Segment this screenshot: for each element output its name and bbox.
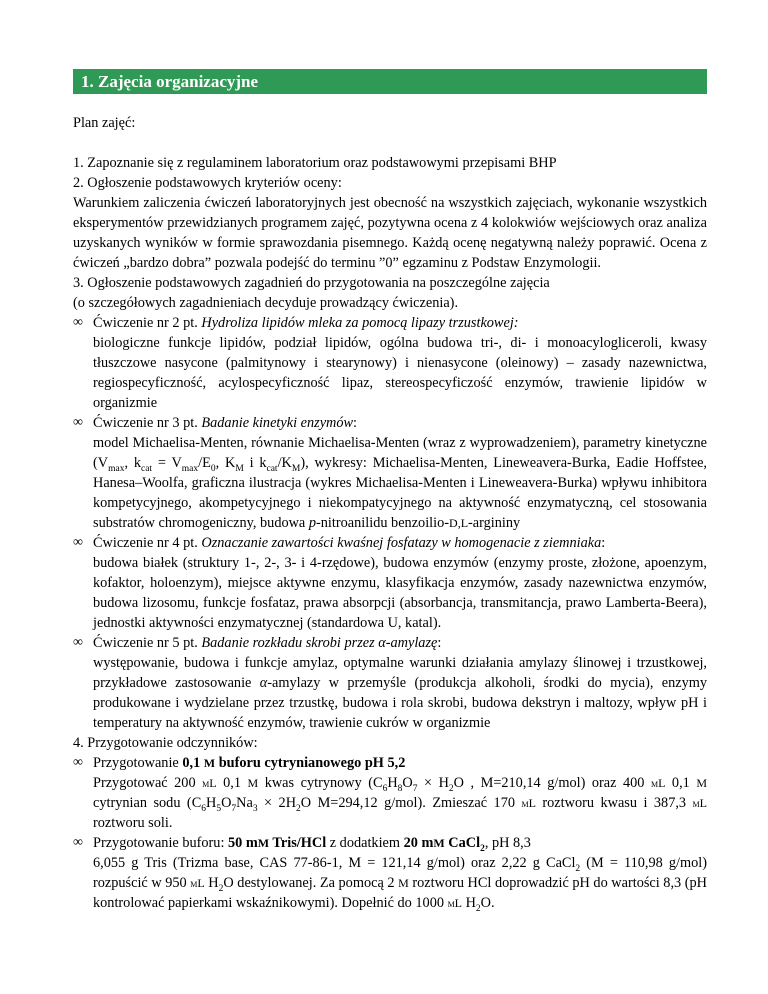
exercise-3: ∞ Ćwiczenie nr 3 pt. Badanie kinetyki enzymów: model Michaelisa-Menten, równanie Michaelisa-Menten (wraz z wyprowadzeniem), parametry kinetyczne ($V_{max}$, $k_{cat} = V_{max}/E_0$, $K_M$ i $k_{cat}/K_M$), wykresy: Michaelisa-Menten, Lineweavera-Burka, Eadie Hoffstee, Hanesa–Woolfa, graficzna ilustracja (wykres Michaelisa-Menten i Lineweavera-Burka) wpływu inhibitora kompetycyjnego, akompetycyjnego i niekompatycyjnego na aktywność enzymatyczną, cel stosowania substratów chromogeniczny, budowa p-nitroanilidu benzoilio-D,L-argininy [73, 415, 707, 531]
reagent-2-instructions: 6,055 g Tris (Trizma base, CAS 77-86-1, M = 121,14 g/mol) oraz 2,22 g CaCl$_2$ (M = 110,98 g/mol) rozpuścić w 950 mL $H_2O$ destylowanej. Za pomocą 2 M roztworu HCl doprowadzić pH do wartości 8,3 (pH kontrolować papierkami wskaźnikowymi). Dopełnić do 1000 mL $H_2O$. [93, 855, 707, 914]
bullet-infinity-icon: ∞ [73, 635, 83, 650]
exercise-5: ∞ Ćwiczenie nr 5 pt. Badanie rozkładu skrobi przez α-amylazę: występowanie, budowa i funkcje amylaz, optymalne warunki działania amylazy ślinowej i trzustkowej, przykładowe zastosowanie α-amylazy w przemyśle (produkcja alkoholi, środki do mycia), enzymy produkowane i wydzielane przez trzustkę, budowa i rola skrobi, budowa dekstryn i maltozy, wpływ pH i temperatury na aktywność enzymów, trawienie cukrów w organizmie [73, 635, 708, 731]
bullet-infinity-icon: ∞ [73, 315, 83, 330]
exercise-2-topics: biologiczne funkcje lipidów, podział lipidów, ogólna budowa tri-, di- i monoacylogliceroli, kwasy tłuszczowe nasycone (palmitynowy i stearynowy) i nienasycone (oleinowy) – zasady nazewnictwa, regiospecyficzność, acylospecyficzność lipaz, stereospecyficzość enzymów, trawienie lipidów w organizmie [93, 335, 707, 411]
section-header [73, 69, 707, 94]
criteria-paragraph: Warunkiem zaliczenia ćwiczeń laboratoryjnych jest obecność na wszystkich zajęciach, wykonanie wszystkich eksperymentów przewidzianych programem zajęć, pozytywna ocena z 4 kolokwiów wejściowych oraz analiza uzyskanych wyników w formie sprawozdania pisemnego. Każdą ocenę negatywną należy poprawić. Ocena z ćwiczeń „bardzo dobra” pozwala podejść do terminu ”0” egzaminu z Podstaw Enzymologii. [73, 195, 707, 271]
exercise-5-topics: występowanie, budowa i funkcje amylaz, optymalne warunki działania amylazy ślinowej i trzustkowej, przykładowe zastosowanie α-amylazy w przemyśle (produkcja alkoholi, środki do mycia), enzymy produkowane i wydzielane przez trzustkę, budowa i rola skrobi, budowa dekstryn i maltozy, wpływ pH i temperatury na aktywność enzymów, trawienie cukrów w organizmie [93, 655, 708, 731]
section-title: 1. Zajęcia organizacyjne [81, 72, 259, 91]
bullet-infinity-icon: ∞ [73, 755, 83, 770]
item-2: 2. Ogłoszenie podstawowych kryteriów oceny: [73, 175, 342, 191]
reagent-2-title: Przygotowanie buforu: 50 mM Tris/HCl z dodatkiem 20 mM CaCl$_2$, pH 8,3 [93, 835, 531, 854]
item-1: 1. Zapoznanie się z regulaminem laboratorium oraz podstawowymi przepisami BHP [73, 155, 557, 171]
exercise-4: ∞ Ćwiczenie nr 4 pt. Oznaczanie zawartości kwaśnej fosfatazy w homogenacie z ziemniaka: budowa białek (struktury 1-, 2-, 3- i 4-rzędowe), budowa enzymów (enzymy proste, złożone, apoenzym, kofaktor, holoenzym), miejsce aktywne enzymu, klasyfikacja enzymów, zasady nazewnictwa enzymów, budowa lizosomu, funkcje fosfataz, prawa absorpcji (absorbancja, transmitancja, prawo Lamberta-Beera), jednostki aktywności enzymatycznej (standardowa U, katal). [73, 535, 707, 631]
item-3-note: (o szczegółowych zagadnieniach decyduje prowadzący ćwiczenia). [73, 295, 459, 311]
exercise-4-topics: budowa białek (struktury 1-, 2-, 3- i 4-rzędowe), budowa enzymów (enzymy proste, złożone, apoenzym, kofaktor, holoenzym), miejsce aktywne enzymu, klasyfikacja enzymów, zasady nazewnictwa enzymów, budowa lizosomu, funkcje fosfataz, prawa absorpcji (absorbancja, transmitancja, prawo Lamberta-Beera), jednostki aktywności enzymatycznej (standardowa U, katal). [93, 555, 707, 631]
reagent-1-title: Przygotowanie 0,1 M buforu cytrynianowego pH 5,2 [93, 755, 406, 771]
exercise-4-title: Oznaczanie zawartości kwaśnej fosfatazy w homogenacie z ziemniaka [201, 535, 602, 551]
exercise-3-title: Badanie kinetyki enzymów [201, 415, 354, 431]
item-4: 4. Przygotowanie odczynników: [73, 735, 258, 751]
reagent-2 [73, 833, 707, 913]
bullet-infinity-icon: ∞ [73, 415, 83, 430]
exercise-2: ∞ Ćwiczenie nr 2 pt. Hydroliza lipidów mleka za pomocą lipazy trzustkowej: biologiczne funkcje lipidów, podział lipidów, ogólna budowa tri-, di- i monoacylogliceroli, kwasy tłuszczowe nasycone (palmitynowy i stearynowy) i nienasycone (oleinowy) – zasady nazewnictwa, regiospecyficzność, acylospecyficzność lipaz, stereospecyficzość enzymów, trawienie lipidów w organizmie [73, 315, 707, 411]
plan-label: Plan zajęć: [73, 115, 136, 131]
document-body [73, 113, 707, 913]
exercise-3-topics: model Michaelisa-Menten, równanie Michaelisa-Menten (wraz z wyprowadzeniem), parametry kinetyczne ($V_{max}$, $k_{cat} = V_{max}/E_0$, $K_M$ i $k_{cat}/K_M$), wykresy: Michaelisa-Menten, Lineweavera-Burka, Eadie Hoffstee, Hanesa–Woolfa, graficzna ilustracja (wykres Michaelisa-Menten i Lineweavera-Burka) wpływu inhibitora kompetycyjnego, akompetycyjnego i niekompatycyjnego na aktywność enzymatyczną, cel stosowania substratów chromogeniczny, budowa p-nitroanilidu benzoilio-D,L-argininy [93, 435, 707, 531]
exercise-2-title: Hydroliza lipidów mleka za pomocą lipazy trzustkowej: [201, 315, 519, 331]
reagent-1 [73, 753, 707, 833]
item-3: 3. Ogłoszenie podstawowych zagadnień do przygotowania na poszczególne zajęcia [73, 275, 550, 291]
bullet-infinity-icon: ∞ [73, 835, 83, 850]
bullet-infinity-icon: ∞ [73, 535, 83, 550]
reagent-1-instructions: Przygotować 200 mL 0,1 M kwas cytrynowy ($C_6H_8O_7 \times H_2O$ , M=210,14 g/mol) oraz 400 mL 0,1 M cytrynian sodu ($C_6H_5O_7Na_3 \times 2H_2O$ M=294,12 g/mol). Zmieszać 170 mL roztworu kwasu i 387,3 mL roztworu soli. [93, 775, 707, 831]
exercise-5-title: Badanie rozkładu skrobi przez α-amylazę [201, 635, 438, 651]
